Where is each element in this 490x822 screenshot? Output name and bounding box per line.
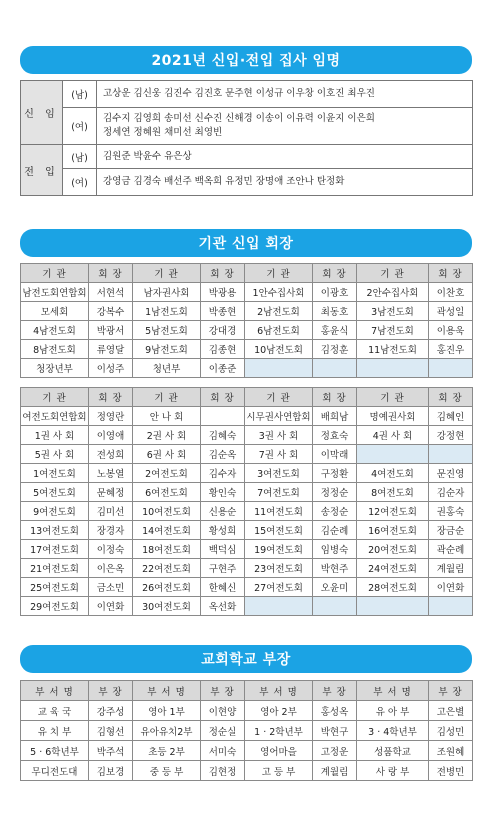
leader-name-cell: 권홍숙 — [429, 502, 473, 521]
column-header: 부 서 명 — [245, 681, 313, 701]
table-row — [21, 559, 473, 578]
org-name-cell: 25여전도회 — [21, 578, 89, 597]
gender-label: (남) — [63, 145, 97, 169]
leader-name-cell — [201, 407, 245, 426]
table-row — [21, 502, 473, 521]
leader-name-cell: 서현석 — [89, 283, 133, 302]
table-row — [21, 169, 473, 196]
table-row — [21, 340, 473, 359]
column-header: 회 장 — [429, 388, 473, 407]
column-header: 부 서 명 — [133, 681, 201, 701]
leader-name-cell: 김순례 — [313, 521, 357, 540]
leader-name-cell: 이성주 — [89, 359, 133, 378]
org-name-cell: 6권 사 회 — [133, 445, 201, 464]
leader-name-cell: 정영란 — [89, 407, 133, 426]
org-name-cell: 3권 사 회 — [245, 426, 313, 445]
column-header: 부 서 명 — [357, 681, 429, 701]
org-name-cell: 1여전도회 — [21, 464, 89, 483]
org-name-cell: 28여전도회 — [357, 578, 429, 597]
table-row — [21, 721, 473, 741]
column-header: 회 장 — [313, 388, 357, 407]
leader-name-cell: 이종준 — [201, 359, 245, 378]
leader-name-cell: 이연화 — [429, 578, 473, 597]
leader-name-cell: 박현주 — [313, 559, 357, 578]
org-name-cell: 영아 1부 — [133, 701, 201, 721]
leader-name-cell: 김순옥 — [201, 445, 245, 464]
leader-name-cell: 김보경 — [89, 761, 133, 781]
org-name-cell: 22여전도회 — [133, 559, 201, 578]
org-name-cell: 27여전도회 — [245, 578, 313, 597]
column-header: 기 관 — [357, 264, 429, 283]
org-name-cell: 유 아 부 — [357, 701, 429, 721]
table-row — [21, 81, 473, 108]
org-name-cell: 7여전도회 — [245, 483, 313, 502]
org-name-cell: 3 · 4학년부 — [357, 721, 429, 741]
org-name-cell: 성품학교 — [357, 741, 429, 761]
org-name-cell: 24여전도회 — [357, 559, 429, 578]
table-row — [21, 445, 473, 464]
column-header: 기 관 — [133, 388, 201, 407]
leader-name-cell: 계월림 — [429, 559, 473, 578]
org-table-men — [20, 263, 473, 378]
leader-name-cell: 김정훈 — [313, 340, 357, 359]
leader-name-cell: 계월림 — [313, 761, 357, 781]
leader-name-cell: 최동호 — [313, 302, 357, 321]
leader-name-cell: 임병숙 — [313, 540, 357, 559]
table-row — [21, 321, 473, 340]
leader-name-cell: 정순실 — [201, 721, 245, 741]
org-name-cell: 사 랑 부 — [357, 761, 429, 781]
org-name-cell: 8여전도회 — [357, 483, 429, 502]
column-header: 회 장 — [313, 264, 357, 283]
leader-name-cell: 장금순 — [429, 521, 473, 540]
leader-name-cell: 전성희 — [89, 445, 133, 464]
org-name-cell: 20여전도회 — [357, 540, 429, 559]
column-header: 회 장 — [201, 264, 245, 283]
org-name-cell: 4권 사 회 — [357, 426, 429, 445]
column-header: 기 관 — [357, 388, 429, 407]
leader-name-cell: 김형선 — [89, 721, 133, 741]
leader-name-cell: 곽순례 — [429, 540, 473, 559]
org-name-cell: 9남전도회 — [133, 340, 201, 359]
org-name-cell: 모세회 — [21, 302, 89, 321]
leader-name-cell: 김혜숙 — [201, 426, 245, 445]
leader-name-cell: 신용순 — [201, 502, 245, 521]
org-name-cell: 4여전도회 — [357, 464, 429, 483]
column-header: 기 관 — [133, 264, 201, 283]
org-name-cell: 고 등 부 — [245, 761, 313, 781]
leader-name-cell: 이찬호 — [429, 283, 473, 302]
org-name-cell: 유 치 부 — [21, 721, 89, 741]
leader-name-cell: 이광호 — [313, 283, 357, 302]
table-row — [21, 407, 473, 426]
table-row — [21, 359, 473, 378]
org-name-cell: 5남전도회 — [133, 321, 201, 340]
leader-name-cell: 고은별 — [429, 701, 473, 721]
org-name-cell: 18여전도회 — [133, 540, 201, 559]
leader-name-cell: 강주성 — [89, 701, 133, 721]
org-name-cell: 2안수집사회 — [357, 283, 429, 302]
table-row — [21, 483, 473, 502]
org-name-cell: 명예권사회 — [357, 407, 429, 426]
org-name-cell: 6남전도회 — [245, 321, 313, 340]
org-name-cell: 9여전도회 — [21, 502, 89, 521]
column-header: 회 장 — [429, 264, 473, 283]
leader-name-cell: 이영애 — [89, 426, 133, 445]
leader-name-cell: 구현주 — [201, 559, 245, 578]
header-row — [21, 388, 473, 407]
column-header: 기 관 — [245, 388, 313, 407]
column-header: 기 관 — [21, 264, 89, 283]
leader-name-cell: 김성민 — [429, 721, 473, 741]
names-cell — [97, 108, 473, 145]
org-name-cell: 30여전도회 — [133, 597, 201, 616]
leader-name-cell: 옥선화 — [201, 597, 245, 616]
org-name-cell: 1남전도회 — [133, 302, 201, 321]
section1-title: 2021년 신입·전입 집사 임명 — [20, 46, 472, 74]
org-name-cell: 남자권사회 — [133, 283, 201, 302]
column-header: 기 관 — [245, 264, 313, 283]
org-name-cell: 7남전도회 — [357, 321, 429, 340]
leader-name-cell: 류영달 — [89, 340, 133, 359]
org-name-cell: 12여전도회 — [357, 502, 429, 521]
leader-name-cell: 송정순 — [313, 502, 357, 521]
column-header: 회 장 — [89, 264, 133, 283]
leader-name-cell: 강대경 — [201, 321, 245, 340]
org-name-cell: 26여전도회 — [133, 578, 201, 597]
leader-name-cell: 이용욱 — [429, 321, 473, 340]
org-name-cell — [357, 359, 429, 378]
org-name-cell: 11남전도회 — [357, 340, 429, 359]
names-line: 김수지 김영희 송미선 신수진 신해경 이송이 이유력 이윤지 이은희 — [103, 113, 375, 124]
org-name-cell: 14여전도회 — [133, 521, 201, 540]
column-header: 기 관 — [21, 388, 89, 407]
table-row — [21, 701, 473, 721]
leader-name-cell: 김순자 — [429, 483, 473, 502]
leader-name-cell: 금소민 — [89, 578, 133, 597]
leader-name-cell: 박현구 — [313, 721, 357, 741]
leader-name-cell: 박주석 — [89, 741, 133, 761]
leader-name-cell — [429, 445, 473, 464]
leader-name-cell: 정효숙 — [313, 426, 357, 445]
org-name-cell: 중 등 부 — [133, 761, 201, 781]
org-name-cell: 15여전도회 — [245, 521, 313, 540]
leader-name-cell: 노봉열 — [89, 464, 133, 483]
leader-name-cell: 황인숙 — [201, 483, 245, 502]
category-new: 신 임 — [21, 81, 63, 145]
org-name-cell — [245, 359, 313, 378]
leader-name-cell: 고정운 — [313, 741, 357, 761]
org-name-cell: 17여전도회 — [21, 540, 89, 559]
leader-name-cell: 박광용 — [201, 283, 245, 302]
church-school-table — [20, 680, 473, 781]
column-header: 부 장 — [89, 681, 133, 701]
column-header: 회 장 — [201, 388, 245, 407]
org-name-cell: 6여전도회 — [133, 483, 201, 502]
org-name-cell: 교 육 국 — [21, 701, 89, 721]
leader-name-cell: 이정숙 — [89, 540, 133, 559]
org-name-cell: 16여전도회 — [357, 521, 429, 540]
org-name-cell: 11여전도회 — [245, 502, 313, 521]
leader-name-cell: 한혜신 — [201, 578, 245, 597]
org-name-cell: 유아유치2부 — [133, 721, 201, 741]
gender-label: (여) — [63, 108, 97, 145]
leader-name-cell: 김혜인 — [429, 407, 473, 426]
table-row — [21, 283, 473, 302]
leader-name-cell: 이현양 — [201, 701, 245, 721]
leader-name-cell: 이은옥 — [89, 559, 133, 578]
org-name-cell: 청장년부 — [21, 359, 89, 378]
header-row — [21, 681, 473, 701]
org-name-cell: 5 · 6학년부 — [21, 741, 89, 761]
org-table-women — [20, 387, 473, 616]
table-row — [21, 741, 473, 761]
org-name-cell: 영어마을 — [245, 741, 313, 761]
leader-name-cell: 황성희 — [201, 521, 245, 540]
org-name-cell: 3여전도회 — [245, 464, 313, 483]
leader-name-cell: 배희남 — [313, 407, 357, 426]
org-name-cell: 5여전도회 — [21, 483, 89, 502]
org-name-cell: 10여전도회 — [133, 502, 201, 521]
table-row — [21, 597, 473, 616]
org-name-cell: 남전도회연합회 — [21, 283, 89, 302]
names-cell: 김원준 박윤수 유은상 — [97, 145, 473, 169]
org-name-cell: 8남전도회 — [21, 340, 89, 359]
org-name-cell: 29여전도회 — [21, 597, 89, 616]
gender-label: (남) — [63, 81, 97, 108]
leader-name-cell: 홍진우 — [429, 340, 473, 359]
org-name-cell: 무디전도대 — [21, 761, 89, 781]
leader-name-cell: 강복수 — [89, 302, 133, 321]
org-name-cell: 여전도회연합회 — [21, 407, 89, 426]
org-name-cell: 안 나 회 — [133, 407, 201, 426]
leader-name-cell: 이막래 — [313, 445, 357, 464]
leader-name-cell: 조원혜 — [429, 741, 473, 761]
org-name-cell: 1안수집사회 — [245, 283, 313, 302]
appointment-table — [20, 80, 473, 196]
leader-name-cell — [313, 359, 357, 378]
column-header: 부 장 — [201, 681, 245, 701]
table-row — [21, 521, 473, 540]
org-name-cell — [245, 597, 313, 616]
org-name-cell: 19여전도회 — [245, 540, 313, 559]
leader-name-cell: 김현정 — [201, 761, 245, 781]
leader-name-cell: 강정현 — [429, 426, 473, 445]
leader-name-cell: 오윤미 — [313, 578, 357, 597]
org-name-cell — [357, 445, 429, 464]
table-row — [21, 464, 473, 483]
leader-name-cell: 문진영 — [429, 464, 473, 483]
org-name-cell: 청년부 — [133, 359, 201, 378]
table-row — [21, 540, 473, 559]
org-name-cell: 3남전도회 — [357, 302, 429, 321]
leader-name-cell: 백덕심 — [201, 540, 245, 559]
org-name-cell: 5권 사 회 — [21, 445, 89, 464]
table-row — [21, 578, 473, 597]
table-row — [21, 302, 473, 321]
names-line: 정세연 정혜원 채미선 최영빈 — [103, 127, 223, 138]
leader-name-cell — [429, 597, 473, 616]
org-name-cell: 1 · 2학년부 — [245, 721, 313, 741]
category-transfer: 전 입 — [21, 145, 63, 196]
leader-name-cell — [429, 359, 473, 378]
column-header: 회 장 — [89, 388, 133, 407]
column-header: 부 서 명 — [21, 681, 89, 701]
leader-name-cell: 문혜정 — [89, 483, 133, 502]
org-name-cell: 13여전도회 — [21, 521, 89, 540]
section2-title: 기관 신입 회장 — [20, 229, 472, 257]
table-row — [21, 426, 473, 445]
leader-name-cell: 김수자 — [201, 464, 245, 483]
org-name-cell: 4남전도회 — [21, 321, 89, 340]
names-cell: 강영금 김경숙 배선주 백옥희 유정민 장명애 조안나 탄정화 — [97, 169, 473, 196]
leader-name-cell: 서미숙 — [201, 741, 245, 761]
leader-name-cell: 곽성일 — [429, 302, 473, 321]
org-name-cell: 10남전도회 — [245, 340, 313, 359]
leader-name-cell — [313, 597, 357, 616]
leader-name-cell: 박종현 — [201, 302, 245, 321]
leader-name-cell: 박광서 — [89, 321, 133, 340]
gender-label: (여) — [63, 169, 97, 196]
leader-name-cell: 이연화 — [89, 597, 133, 616]
leader-name-cell: 김미선 — [89, 502, 133, 521]
org-name-cell: 21여전도회 — [21, 559, 89, 578]
org-name-cell: 시무권사연합회 — [245, 407, 313, 426]
leader-name-cell: 홍성옥 — [313, 701, 357, 721]
table-row — [21, 761, 473, 781]
column-header: 부 장 — [313, 681, 357, 701]
leader-name-cell: 정정순 — [313, 483, 357, 502]
org-name-cell: 7권 사 회 — [245, 445, 313, 464]
org-name-cell: 영아 2부 — [245, 701, 313, 721]
names-cell: 고상운 김신웅 김진수 김진호 문주현 이성규 이우창 이호진 최우진 — [97, 81, 473, 108]
table-row — [21, 145, 473, 169]
org-name-cell: 23여전도회 — [245, 559, 313, 578]
org-name-cell: 2여전도회 — [133, 464, 201, 483]
leader-name-cell: 장경자 — [89, 521, 133, 540]
org-name-cell: 초등 2부 — [133, 741, 201, 761]
org-name-cell: 1권 사 회 — [21, 426, 89, 445]
leader-name-cell: 구정환 — [313, 464, 357, 483]
table-row — [21, 108, 473, 145]
org-name-cell: 2남전도회 — [245, 302, 313, 321]
org-name-cell: 2권 사 회 — [133, 426, 201, 445]
leader-name-cell: 김종현 — [201, 340, 245, 359]
org-name-cell — [357, 597, 429, 616]
section3-title: 교회학교 부장 — [20, 645, 472, 673]
leader-name-cell: 홍윤식 — [313, 321, 357, 340]
column-header: 부 장 — [429, 681, 473, 701]
leader-name-cell: 전병민 — [429, 761, 473, 781]
header-row — [21, 264, 473, 283]
